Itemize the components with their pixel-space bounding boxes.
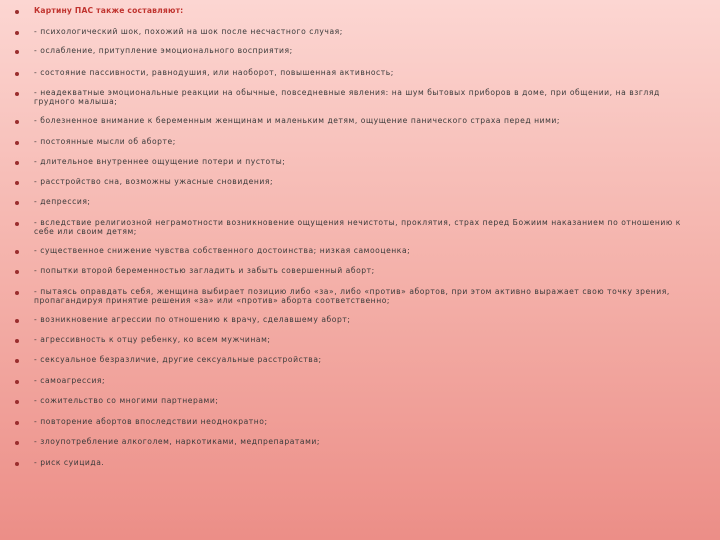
list-item-text: - вследствие религиозной неграмотности возникновение ощущения нечистоты, проклятия, страх перед Божиим наказанием по отношению к себе или своим детям; — [34, 218, 681, 236]
bullet-icon — [15, 120, 19, 124]
list-item-text: - состояние пассивности, равнодушия, или наоборот, повышенная активность; — [34, 68, 394, 77]
list-item-text: - постоянные мысли об аборте; — [34, 137, 176, 146]
bullet-icon — [15, 319, 19, 323]
bullet-icon — [15, 421, 19, 425]
list-item-text: - повторение абортов впоследствии неоднократно; — [34, 417, 268, 426]
list-item-text: - пытаясь оправдать себя, женщина выбирает позицию либо «за», либо «против» абортов, при этом активно выражает свою точку зрения, пропагандируя принятие решения «за» или «против» аборта соответственно; — [34, 287, 670, 305]
list-item-text: - риск суицида. — [34, 458, 105, 467]
bullet-icon — [15, 141, 19, 145]
list-item-text: - расстройство сна, возможны ужасные сновидения; — [34, 177, 274, 186]
bullet-icon — [15, 181, 19, 185]
list-item-text: - сожительство со многими партнерами; — [34, 396, 219, 405]
list-item-text: - болезненное внимание к беременным женщинам и маленьким детям, ощущение панического страха перед ними; — [34, 116, 560, 125]
list-item-text: - злоупотребление алкоголем, наркотиками, медпрепаратами; — [34, 437, 320, 446]
bullet-icon — [15, 339, 19, 343]
slide-title: Картину ПАС также составляют: — [34, 6, 184, 15]
list-item-text: - самоагрессия; — [34, 376, 106, 385]
bullet-icon — [15, 201, 19, 205]
bullet-icon — [15, 92, 19, 96]
bullet-icon — [15, 462, 19, 466]
list-item-text: - психологический шок, похожий на шок после несчастного случая; — [34, 27, 343, 36]
list-item-text: - агрессивность к отцу ребенку, ко всем мужчинам; — [34, 335, 271, 344]
bullet-icon — [15, 31, 19, 35]
bullet-icon — [15, 222, 19, 226]
list-item-text: - попытки второй беременностью загладить и забыть совершенный аборт; — [34, 266, 375, 275]
bullet-icon — [15, 72, 19, 76]
list-item-text: - ослабление, притупление эмоционального восприятия; — [34, 46, 293, 55]
bullet-icon — [15, 380, 19, 384]
list-item-text: - длительное внутреннее ощущение потери и пустоты; — [34, 157, 286, 166]
bullet-icon — [15, 359, 19, 363]
bullet-icon — [15, 291, 19, 295]
bullet-icon — [15, 441, 19, 445]
bullet-icon — [15, 270, 19, 274]
list-item-text: - сексуальное безразличие, другие сексуальные расстройства; — [34, 355, 322, 364]
bullet-icon — [15, 161, 19, 165]
list-item-text: - депрессия; — [34, 197, 91, 206]
list-item-text: - существенное снижение чувства собственного достоинства; низкая самооценка; — [34, 246, 411, 255]
bullet-icon — [15, 50, 19, 54]
bullet-icon — [15, 10, 19, 14]
bullet-icon — [15, 250, 19, 254]
list-item-text: - возникновение агрессии по отношению к врачу, сделавшему аборт; — [34, 315, 351, 324]
bullet-icon — [15, 400, 19, 404]
list-item-text: - неадекватные эмоциональные реакции на обычные, повседневные явления: на шум бытовых приборов в доме, при общении, на взгляд грудного малыша; — [34, 88, 660, 106]
